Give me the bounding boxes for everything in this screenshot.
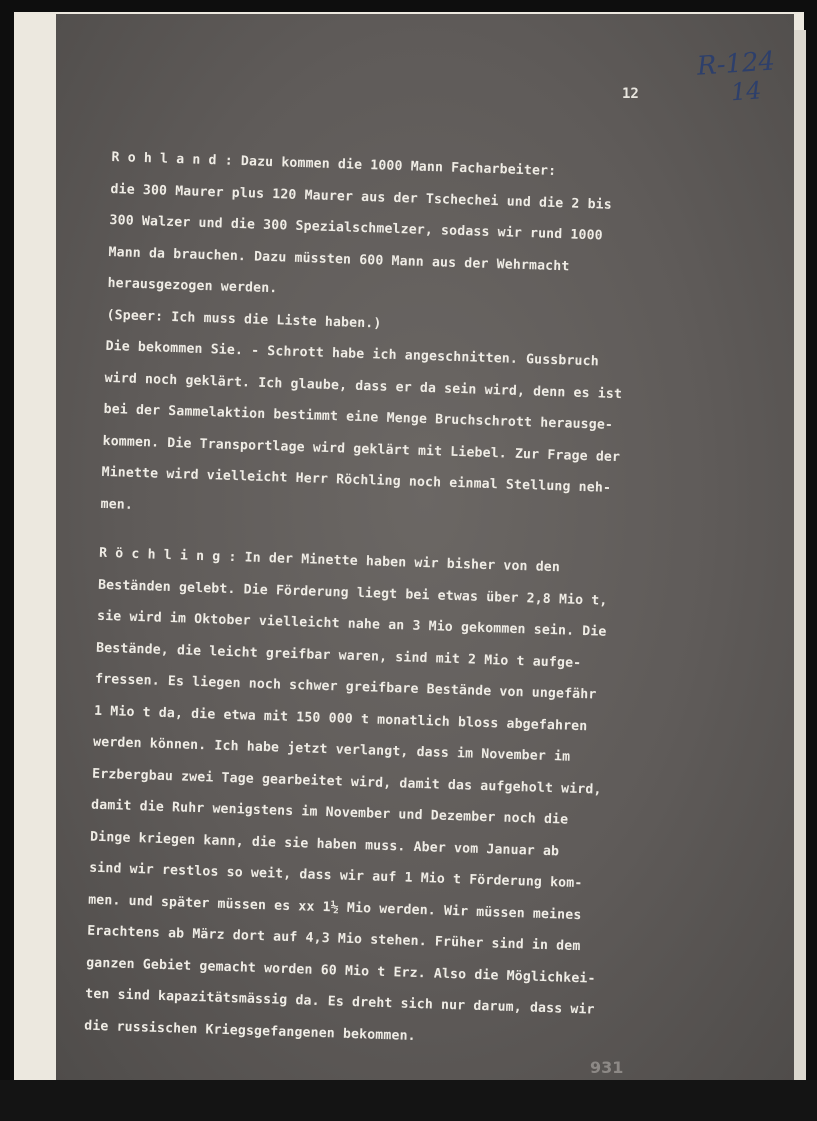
text-line: herausgezogen werden. xyxy=(107,275,278,297)
text-line: men. xyxy=(100,496,134,513)
text-line: Erachtens ab März dort auf 4,3 Mio stehen. Früher sind in dem xyxy=(86,923,581,955)
bottom-border xyxy=(0,1080,817,1121)
text-line: Beständen gelebt. Die Förderung liegt bei etwas über 2,8 Mio t, xyxy=(97,577,608,609)
text-line: damit die Ruhr wenigstens im November und Dezember noch die xyxy=(90,797,569,828)
text-line: Die bekommen Sie. - Schrott habe ich angeschnitten. Gussbruch xyxy=(105,338,600,370)
text-line: ganzen Gebiet gemacht worden 60 Mio t Erz. Also die Möglichkei- xyxy=(85,955,596,987)
text-line: die russischen Kriegsgefangenen bekommen. xyxy=(83,1018,416,1044)
text-line: Mann da brauchen. Dazu müssten 600 Mann aus der Wehrmacht xyxy=(108,244,570,274)
text-line: sind wir restlos so weit, dass wir auf 1 Mio t Förderung kom- xyxy=(88,860,583,892)
paper-edge xyxy=(794,30,806,1100)
text-line: (Speer: Ich muss die Liste haben.) xyxy=(106,307,382,332)
text-line: Dinge kriegen kann, die sie haben muss. Aber vom Januar ab xyxy=(89,829,560,859)
text-line: ten sind kapazitätsmässig da. Es dreht sich nur darum, dass wir xyxy=(84,986,595,1018)
text-line: R o h l a n d : Dazu kommen die 1000 Mann Facharbeiter: xyxy=(111,149,557,179)
text-line: Erzbergbau zwei Tage gearbeitet wird, damit das aufgeholt wird, xyxy=(91,766,602,798)
text-line: wird noch geklärt. Ich glaube, dass er da sein wird, denn es ist xyxy=(104,370,623,402)
text-line: Minette wird vielleicht Herr Röchling noch einmal Stellung neh- xyxy=(101,464,612,496)
text-line: bei der Sammelaktion bestimmt eine Menge Bruchschrott herausge- xyxy=(103,401,614,433)
text-line: sie wird im Oktober vielleicht nahe an 3 Mio gekommen sein. Die xyxy=(96,608,607,640)
text-line: R ö c h l i n g : In der Minette haben wir bisher von den xyxy=(98,545,561,576)
text-line: die 300 Maurer plus 120 Maurer aus der Tschechei und die 2 bis xyxy=(110,181,613,213)
handwritten-annotation xyxy=(696,47,778,108)
text-line: Bestände, die leicht greifbar waren, sind mit 2 Mio t aufge- xyxy=(95,640,582,671)
archive-stamp: 931 xyxy=(590,1058,624,1077)
handwritten-reference: R-124 xyxy=(696,46,776,82)
text-line: men. und später müssen es xx 1½ Mio werden. Wir müssen meines xyxy=(87,892,582,923)
text-line: kommen. Die Transportlage wird geklärt mit Liebel. Zur Frage der xyxy=(102,433,621,465)
text-line: fressen. Es liegen noch schwer greifbare Bestände von ungefähr xyxy=(94,671,597,703)
handwritten-subnumber: 14 xyxy=(730,76,763,107)
text-line: 1 Mio t da, die etwa mit 150 000 t monatlich bloss abgefahren xyxy=(93,703,588,734)
text-line: 300 Walzer und die 300 Spezialschmelzer, sodass wir rund 1000 xyxy=(109,212,603,244)
typed-text-body xyxy=(84,142,712,1060)
page-number: 12 xyxy=(622,86,639,102)
text-line: werden können. Ich habe jetzt verlangt, dass im November im xyxy=(92,734,571,765)
